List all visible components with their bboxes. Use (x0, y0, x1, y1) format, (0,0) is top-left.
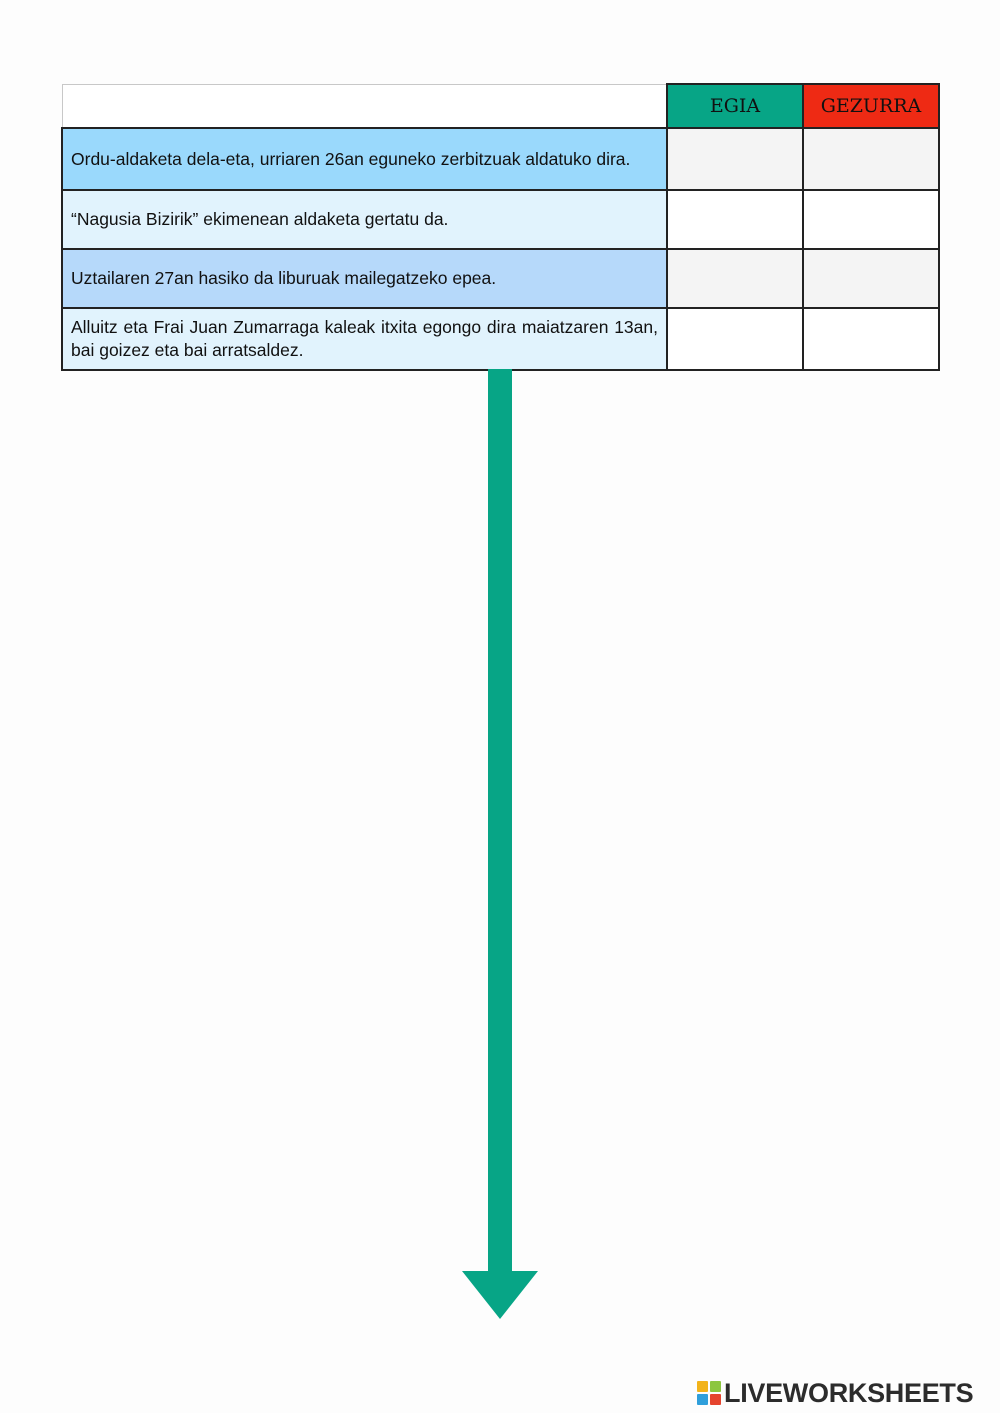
table-row (62, 190, 939, 249)
arrow-head (462, 1271, 538, 1319)
statement-text: Uztailaren 27an hasiko da liburuak mailegatzeko epea. (62, 249, 667, 308)
watermark-text: LIVEWORKSHEETS (724, 1378, 974, 1408)
statement-text: “Nagusia Bizirik” ekimenean aldaketa gertatu da. (62, 190, 667, 249)
false-column-header: GEZURRA (803, 84, 939, 128)
false-answer-box[interactable] (803, 249, 939, 308)
true-answer-box[interactable] (667, 308, 803, 370)
statement-text: Alluitz eta Frai Juan Zumarraga kaleak itxita egongo dira maiatzaren 13an, bai goizez eta bai arratsaldez. (62, 308, 667, 370)
liveworksheets-logo-icon (697, 1381, 721, 1405)
true-answer-box[interactable] (667, 128, 803, 190)
false-answer-box[interactable] (803, 308, 939, 370)
statement-text: Ordu-aldaketa dela-eta, urriaren 26an eguneko zerbitzuak aldatuko dira. (62, 128, 667, 190)
true-false-table (61, 83, 940, 371)
table-row (62, 249, 939, 308)
header-row (62, 84, 939, 128)
false-answer-box[interactable] (803, 190, 939, 249)
down-arrow-icon (460, 369, 540, 1321)
true-answer-box[interactable] (667, 249, 803, 308)
arrow-shaft (488, 369, 512, 1274)
watermark (697, 1378, 973, 1408)
false-answer-box[interactable] (803, 128, 939, 190)
true-column-header: EGIA (667, 84, 803, 128)
table-row (62, 308, 939, 370)
true-answer-box[interactable] (667, 190, 803, 249)
table-row (62, 128, 939, 190)
header-blank-cell (62, 84, 667, 128)
